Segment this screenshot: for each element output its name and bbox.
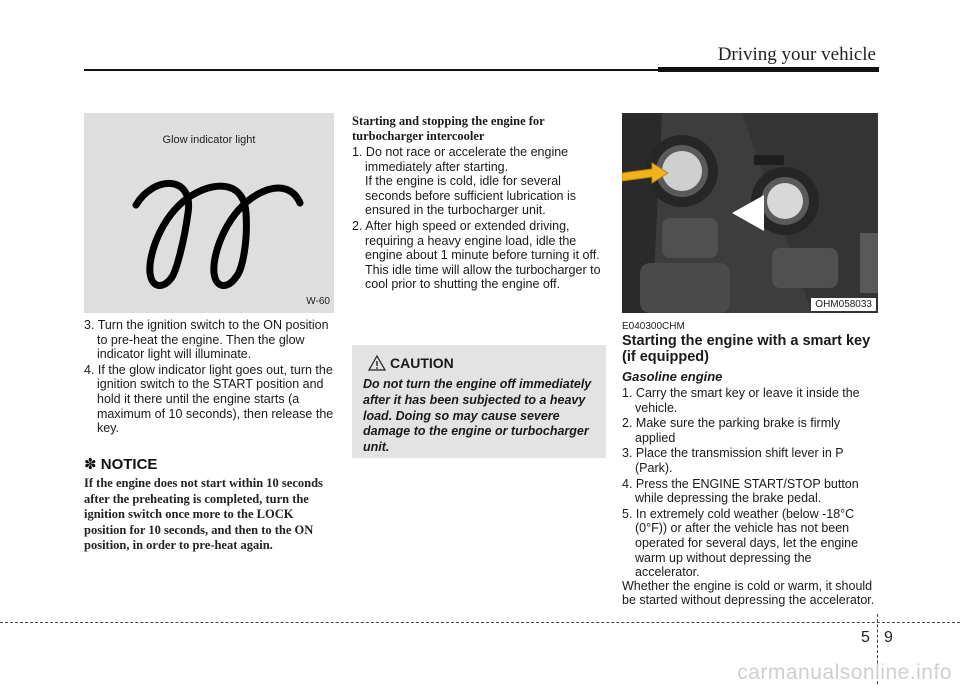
list-item: 3. Place the transmission shift lever in P (Park). <box>622 446 844 475</box>
list-item-note: If the engine is cold, idle for several seconds before sufficient lubrication is ensured in the turbocharger unit. <box>365 174 576 218</box>
list-item: 1. Carry the smart key or leave it inside the vehicle. <box>622 386 860 415</box>
page-number: 9 <box>884 629 893 646</box>
col1-steps <box>84 318 334 437</box>
list-item: 2. After high speed or extended driving, requiring a heavy engine load, idle the engine about 1 minute before turning it off. This idle time will allow the turbocharger to cool prior to shutting the engine off. <box>352 219 606 292</box>
notice-body: If the engine does not start within 10 seconds after the preheating is completed, turn the ignition switch once more to the LOCK position for 10 seconds, and then to the ON position, in order to pre-heat again. <box>84 476 323 553</box>
closing-paragraph: Whether the engine is cold or warm, it should be started without depressing the accelerator. <box>622 579 875 608</box>
list-item: 4. If the glow indicator light goes out, turn the ignition switch to the START position and hold it there until the engine starts (a maximum of 10 seconds), then release the key. <box>84 362 334 436</box>
list-item: 5. In extremely cold weather (below -18°C (0°F)) or after the vehicle has not been operated for several days, let the engine warm up without depressing the accelerator. <box>622 506 859 580</box>
list-item: 4. Press the ENGINE START/STOP button while depressing the brake pedal. <box>622 476 859 506</box>
caution-box <box>352 345 606 458</box>
list-item: 3. Turn the ignition switch to the ON position to pre-heat the engine. Then the glow indicator light will illuminate. <box>84 318 329 362</box>
list-item-note: This idle time will allow the turbocharger to cool prior to shutting the engine off. <box>365 262 601 292</box>
list-item: 2. Make sure the parking brake is firmly applied <box>622 416 841 445</box>
turbo-section-heading: Starting and stopping the engine for turbocharger intercooler <box>352 114 545 144</box>
list-item: 1. Do not race or accelerate the engine immediately after starting. If the engine is cold, idle for several seconds before sufficient lubrication is ensured in the turbocharger unit. <box>352 145 606 218</box>
photo-code: OHM058033 <box>811 298 876 311</box>
warning-triangle-icon <box>368 355 386 371</box>
gasoline-engine-subheading: Gasoline engine <box>622 369 723 384</box>
caution-title: CAUTION <box>390 355 454 371</box>
header-rule-accent <box>658 67 879 72</box>
section-code: E040300CHM <box>622 321 685 332</box>
section-number: 5 <box>861 629 870 646</box>
col2-steps <box>352 145 606 293</box>
caution-body: Do not turn the engine off immediately after it has been subjected to a heavy load. Doing so may cause severe damage to the engine or turbocharger unit. <box>363 377 592 455</box>
smart-key-photo <box>622 113 878 313</box>
figure-caption: Glow indicator light <box>162 134 256 146</box>
figure-code: W-60 <box>306 296 330 307</box>
notice-title: ✽ NOTICE <box>84 456 158 473</box>
glow-coil-icon <box>84 113 334 313</box>
glow-indicator-figure <box>84 113 334 313</box>
start-button-photo-illustration <box>622 113 878 313</box>
footer-rule <box>0 622 960 623</box>
watermark: carmanualsonline.info <box>737 661 952 684</box>
col3-steps <box>622 386 878 581</box>
header-title: Driving your vehicle <box>717 44 876 65</box>
smart-key-heading: Starting the engine with a smart key (if equipped) <box>622 333 871 365</box>
